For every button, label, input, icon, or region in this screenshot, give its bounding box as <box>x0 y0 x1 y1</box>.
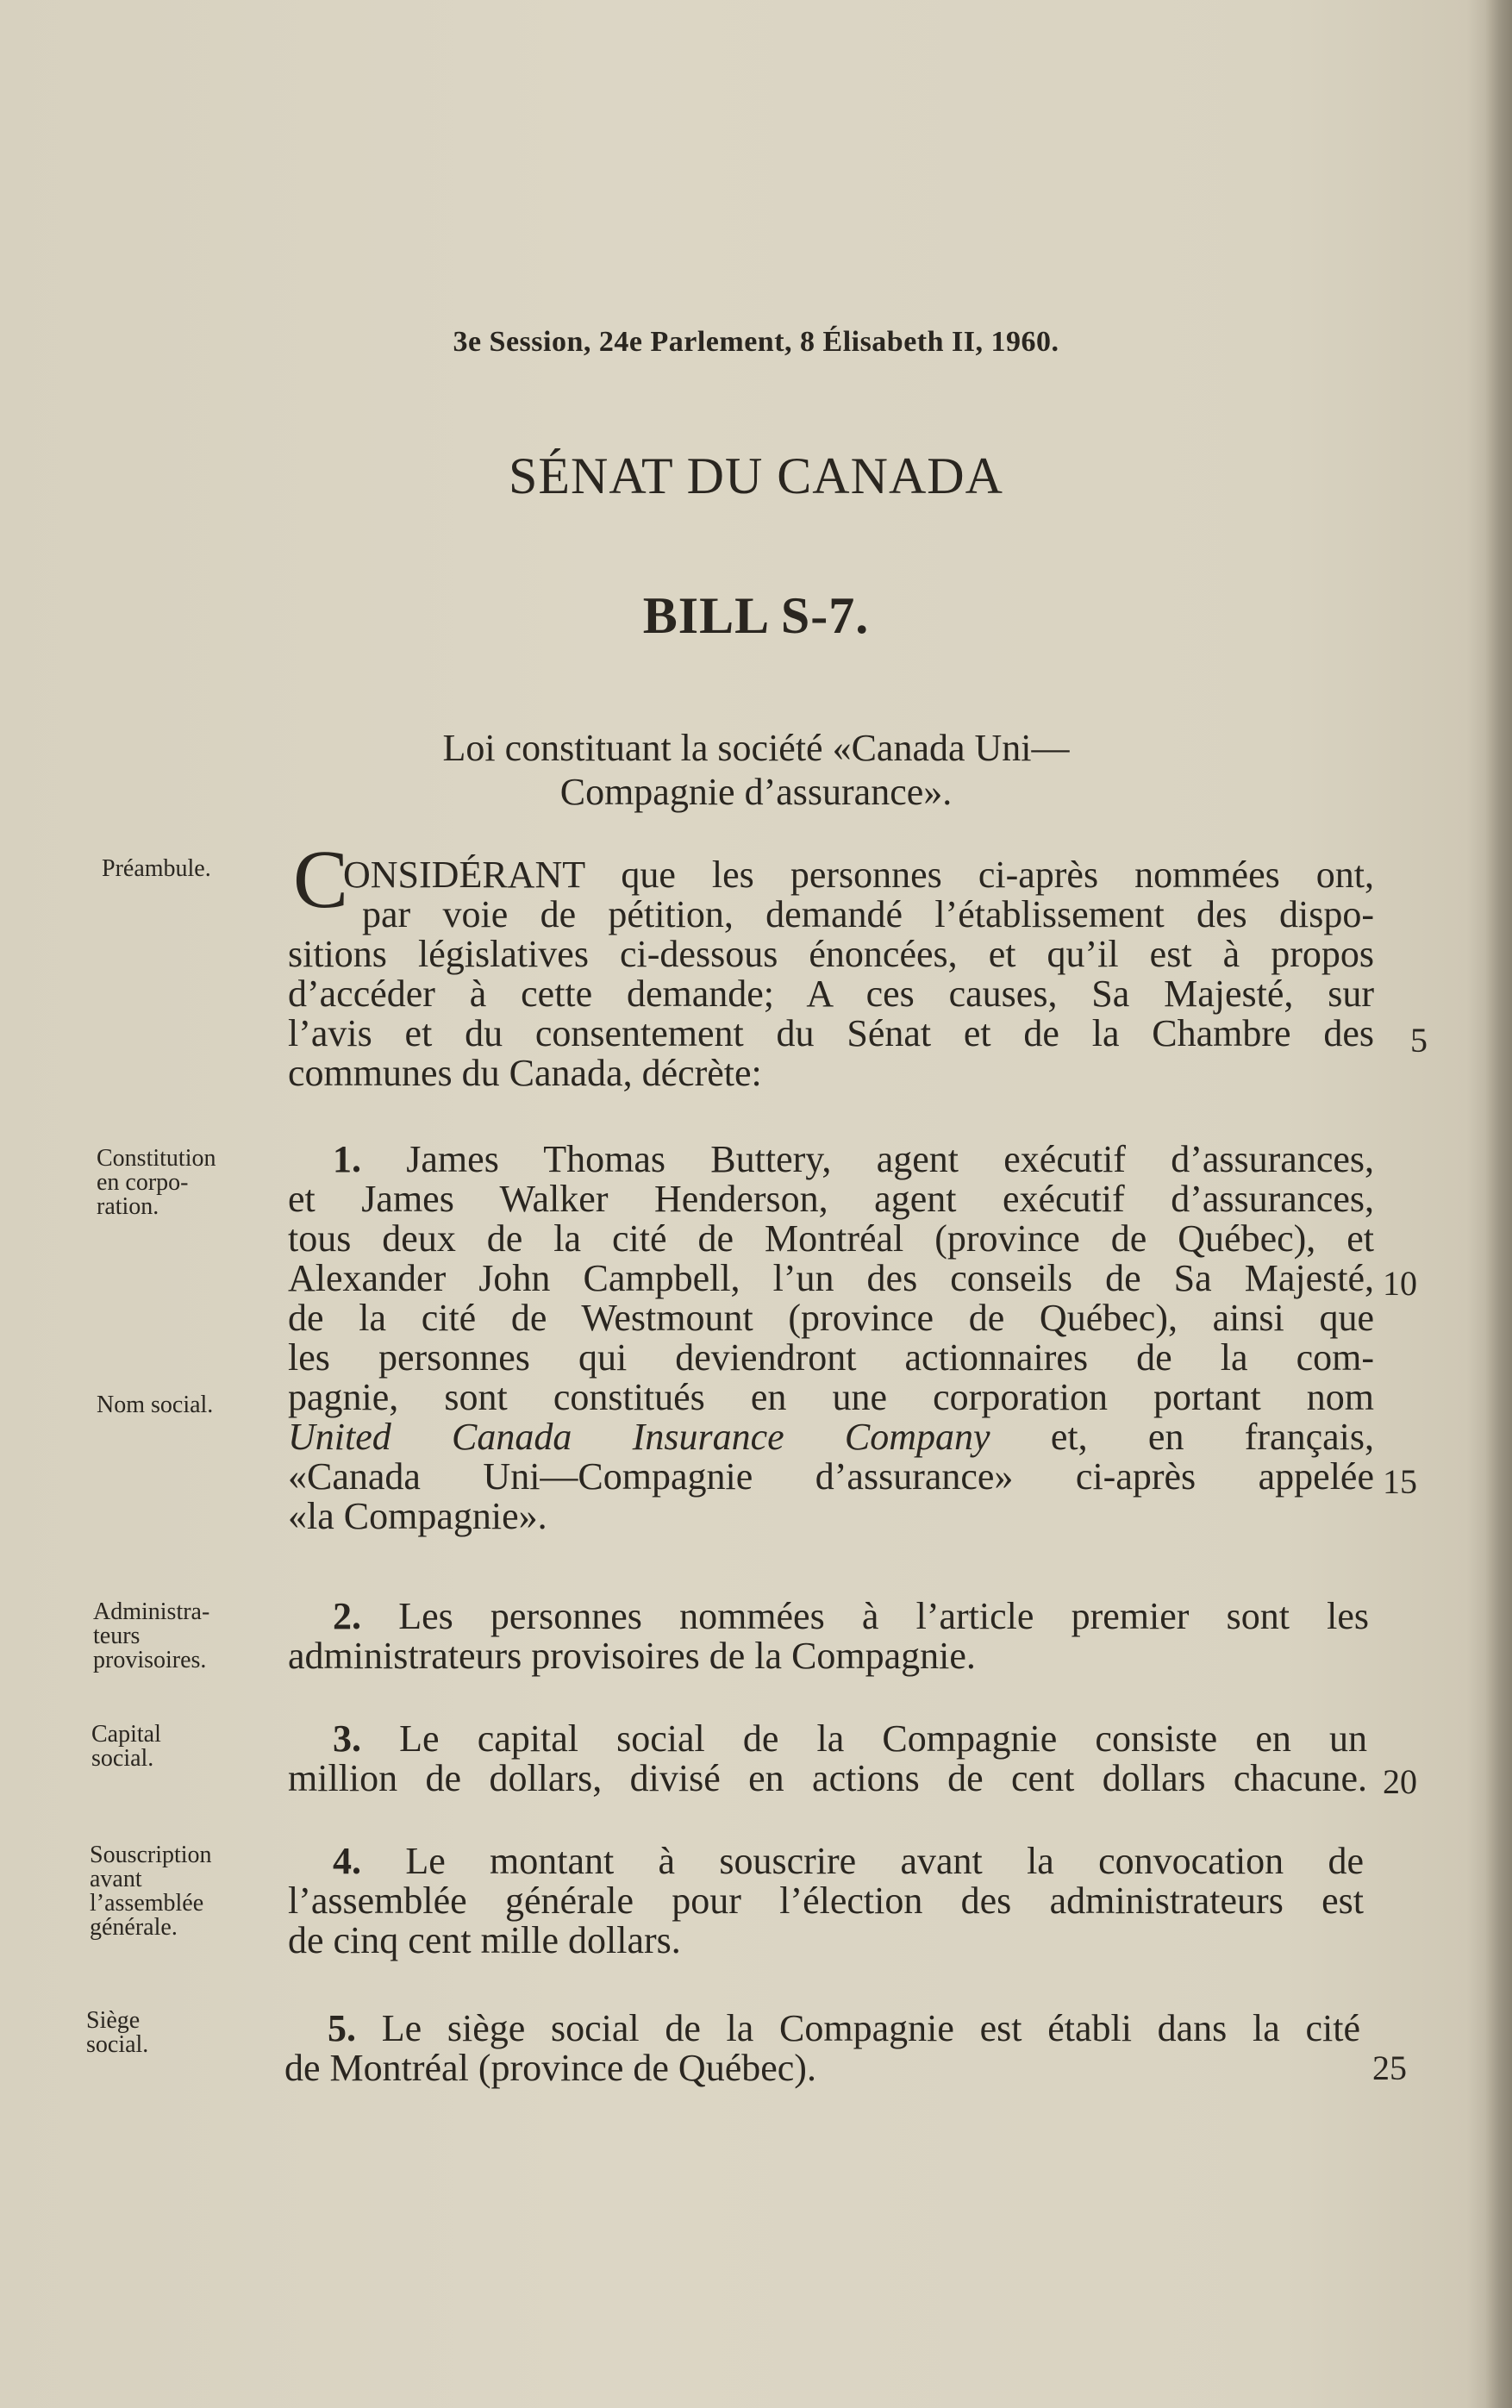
section-5-line <box>328 2009 1360 2048</box>
margin-note-line: Siège <box>86 2007 141 2034</box>
section-4-line: l’assemblée générale pour l’élection des administrateurs est <box>288 1879 1364 1922</box>
preamble-line: l’avis et du consentement du Sénat et de la Chambre des <box>288 1012 1374 1054</box>
margin-note-line: Administra- <box>93 1598 210 1625</box>
bill-number: BILL S-7. <box>642 587 870 644</box>
line-number: 25 <box>1372 2048 1407 2087</box>
section-text: et, en français, <box>1050 1416 1374 1458</box>
section-1-line: de la cité de Westmount (province de Québec), ainsi que <box>288 1297 1374 1339</box>
margin-note-line: générale. <box>90 1914 178 1941</box>
section-2-line <box>333 1597 1369 1636</box>
bill-title-line-2: Compagnie d’assurance». <box>559 771 953 813</box>
preamble-line: par voie de pétition, demandé l’établissement des dispo- <box>362 893 1374 935</box>
section-3-line <box>333 1719 1367 1759</box>
margin-note-line: en corpo- <box>97 1169 189 1196</box>
preamble-line: ONSIDÉRANT que les personnes ci-après nommées ont, <box>343 854 1374 896</box>
margin-note-line: social. <box>91 1745 154 1772</box>
section-4-line: de cinq cent mille dollars. <box>288 1919 681 1961</box>
preamble-dropcap: C <box>293 833 349 925</box>
section-3-line: million de dollars, divisé en actions de cent dollars chacune. <box>288 1757 1367 1799</box>
line-number: 20 <box>1383 1762 1417 1801</box>
section-number: 5. <box>328 2007 356 2049</box>
section-1-line <box>288 1417 1374 1457</box>
margin-note-line: Capital <box>91 1721 161 1748</box>
section-1-line: et James Walker Henderson, agent exécutif d’assurances, <box>288 1178 1374 1220</box>
chamber-title: SÉNAT DU CANADA <box>509 447 1003 504</box>
section-text: Les personnes nommées à l’article premier sont les <box>398 1595 1370 1637</box>
section-1-line: tous deux de la cité de Montréal (province de Québec), et <box>288 1217 1374 1260</box>
margin-note-line: provisoires. <box>93 1647 207 1673</box>
margin-note-nom-social: Nom social. <box>97 1392 214 1418</box>
margin-note-administrateurs <box>93 1600 266 1673</box>
preamble-line: communes du Canada, décrète: <box>288 1052 762 1094</box>
company-english-name: United Canada Insurance Company <box>288 1416 990 1458</box>
section-number: 2. <box>333 1595 361 1637</box>
section-1-line: «la Compagnie». <box>288 1495 547 1537</box>
margin-note-constitution <box>97 1147 269 1219</box>
section-1-line: «Canada Uni—Compagnie d’assurance» ci-après appelée <box>288 1455 1374 1498</box>
margin-note-line: social. <box>86 2031 149 2058</box>
session-header: 3e Session, 24e Parlement, 8 Élisabeth II, 1960. <box>453 326 1059 358</box>
section-number: 4. <box>333 1840 361 1882</box>
section-4-line <box>333 1842 1364 1881</box>
margin-note-line: Constitution <box>97 1145 216 1172</box>
section-text: Le siège social de la Compagnie est établi dans la cité <box>381 2007 1360 2049</box>
bill-title-line-1: Loi constituant la société «Canada Uni— <box>442 727 1070 769</box>
margin-note-line: Souscription <box>90 1842 212 1868</box>
preamble-line: d’accéder à cette demande; A ces causes, Sa Majesté, sur <box>288 973 1374 1015</box>
line-number: 15 <box>1383 1462 1417 1501</box>
section-1-line: pagnie, sont constitués en une corporation portant nom <box>288 1376 1374 1418</box>
line-number: 10 <box>1383 1264 1417 1303</box>
margin-note-line: teurs <box>93 1623 141 1649</box>
section-text: Le montant à souscrire avant la convocation de <box>405 1840 1365 1882</box>
margin-note-souscription <box>90 1843 262 1940</box>
page-edge <box>1486 0 1512 2408</box>
line-number: 5 <box>1410 1021 1428 1060</box>
margin-note-siege <box>86 2009 259 2057</box>
section-1-line: les personnes qui deviendront actionnaires de la com- <box>288 1336 1374 1379</box>
section-text: Le capital social de la Compagnie consiste en un <box>399 1717 1367 1760</box>
margin-note-line: avant <box>90 1866 142 1892</box>
section-5-line: de Montréal (province de Québec). <box>284 2047 816 2089</box>
margin-note-line: l’assemblée <box>90 1890 204 1917</box>
margin-note-capital <box>91 1723 264 1771</box>
preamble-line: sitions législatives ci-dessous énoncées, et qu’il est à propos <box>288 933 1374 975</box>
section-text: James Thomas Buttery, agent exécutif d’assurances, <box>406 1138 1375 1180</box>
margin-note-preamble: Préambule. <box>102 855 211 882</box>
section-number: 3. <box>333 1717 361 1760</box>
section-number: 1. <box>333 1138 361 1180</box>
section-2-line: administrateurs provisoires de la Compagnie. <box>288 1635 976 1677</box>
section-1-line: Alexander John Campbell, l’un des conseils de Sa Majesté, <box>288 1257 1374 1299</box>
section-1-line <box>333 1140 1374 1179</box>
margin-note-line: ration. <box>97 1193 159 1220</box>
